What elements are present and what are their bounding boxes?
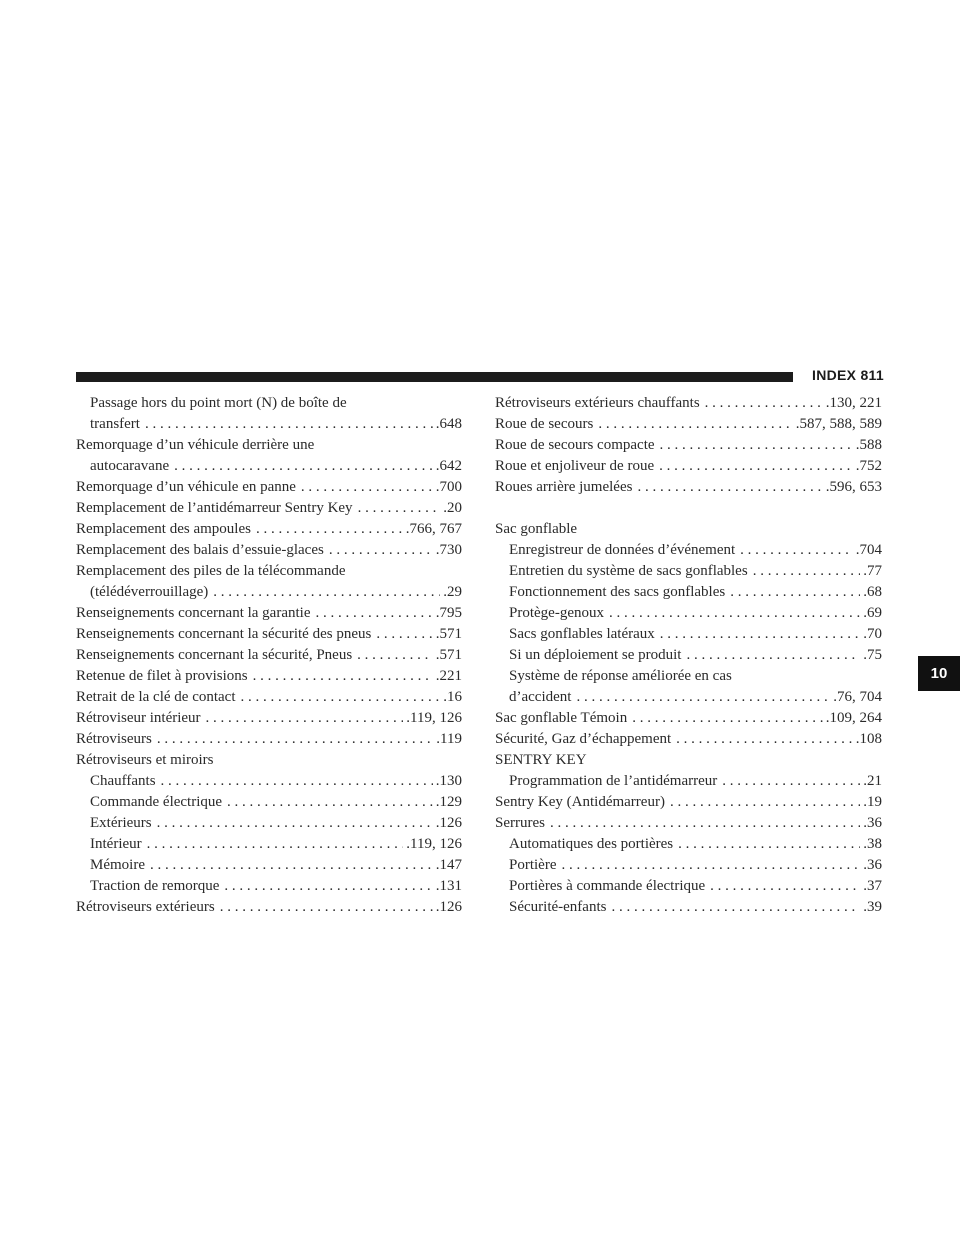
index-entry-label: Sentry Key (Antidémarreur): [495, 794, 665, 810]
dot-leader: [676, 729, 853, 750]
index-entry: [495, 750, 882, 771]
index-entry[interactable]: [495, 414, 882, 435]
index-entry[interactable]: [76, 519, 462, 540]
index-entry-page[interactable]: .130: [435, 773, 462, 789]
index-entry-page[interactable]: .20: [443, 500, 462, 516]
index-entry-page[interactable]: .147: [435, 857, 462, 873]
index-entry-label: Chauffants: [90, 773, 156, 789]
index-entry-page[interactable]: .108: [855, 731, 882, 747]
index-entry-page[interactable]: .76, 704: [833, 689, 882, 705]
index-entry[interactable]: [495, 897, 882, 918]
index-entry-page[interactable]: .129: [435, 794, 462, 810]
index-entry-label: Traction de remorque: [90, 878, 220, 894]
index-entry[interactable]: [495, 687, 882, 708]
index-entry-label: SENTRY KEY: [495, 752, 587, 768]
dot-leader: [686, 645, 860, 666]
dot-leader: [670, 792, 860, 813]
index-entry[interactable]: [495, 645, 882, 666]
index-entry-page[interactable]: .70: [863, 626, 882, 642]
index-entry-page[interactable]: .571: [435, 647, 462, 663]
dot-leader: [253, 666, 433, 687]
index-entry-label: Retrait de la clé de contact: [76, 689, 236, 705]
index-entry: [76, 750, 462, 771]
index-entry-page[interactable]: .126: [435, 815, 462, 831]
dot-leader: [145, 414, 433, 435]
index-entry-label: Remorquage d’un véhicule en panne: [76, 479, 296, 495]
index-entry[interactable]: [76, 582, 462, 603]
index-entry[interactable]: [495, 813, 882, 834]
index-entry-label: autocaravane: [90, 458, 170, 474]
index-entry-label: Retenue de filet à provisions: [76, 668, 248, 684]
index-entry-label: (télédéverrouillage): [90, 584, 209, 600]
index-entry[interactable]: [76, 729, 462, 750]
header-rule: [76, 372, 793, 382]
index-entry-page[interactable]: .766, 767: [405, 521, 462, 537]
index-entry-label: Serrures: [495, 815, 545, 831]
index-entry[interactable]: [76, 414, 462, 435]
index-entry-page[interactable]: .68: [863, 584, 882, 600]
index-entry-page[interactable]: .16: [443, 689, 462, 705]
index-entry-label: Enregistreur de données d’événement: [509, 542, 736, 558]
index-entry-label: Extérieurs: [90, 815, 152, 831]
index-entry[interactable]: [495, 603, 882, 624]
dot-leader: [224, 876, 432, 897]
index-entry[interactable]: [495, 456, 882, 477]
index-entry[interactable]: [76, 666, 462, 687]
index-entry: [495, 666, 882, 687]
index-entry-label: Roue de secours compacte: [495, 437, 655, 453]
index-entry[interactable]: [495, 624, 882, 645]
index-entry-label: Remplacement des balais d’essuie-glaces: [76, 542, 324, 558]
dot-leader: [576, 687, 830, 708]
index-entry-label: Sac gonflable: [495, 521, 578, 537]
dot-leader: [157, 813, 433, 834]
dot-leader: [157, 729, 433, 750]
dot-leader: [609, 603, 860, 624]
index-entry-page[interactable]: .588: [855, 437, 882, 453]
index-entry[interactable]: [495, 582, 882, 603]
dot-leader: [256, 519, 403, 540]
chapter-tab[interactable]: 10: [918, 656, 960, 691]
index-entry-label: Roue et enjoliveur de roue: [495, 458, 655, 474]
index-entry-label: Roues arrière jumelées: [495, 479, 633, 495]
index-entry-label: Portière: [509, 857, 557, 873]
index-column-left: [76, 393, 462, 918]
index-entry-page[interactable]: .587, 588, 589: [795, 416, 882, 432]
dot-leader: [174, 456, 433, 477]
dot-leader: [227, 792, 433, 813]
index-entry[interactable]: [76, 603, 462, 624]
index-entry-label: Sac gonflable Témoin: [495, 710, 628, 726]
index-entry-label: Remplacement des piles de la télécommande: [76, 563, 346, 579]
dot-leader: [659, 456, 853, 477]
index-entry-label: Roue de secours: [495, 416, 594, 432]
index-entry-label: Commande électrique: [90, 794, 223, 810]
dot-leader: [705, 393, 823, 414]
running-header: INDEX 811: [812, 367, 884, 383]
index-entry[interactable]: [76, 456, 462, 477]
index-entry-label: Renseignements concernant la sécurité des pneus: [76, 626, 372, 642]
index-entry[interactable]: [76, 708, 462, 729]
dot-leader: [301, 477, 433, 498]
dot-leader: [220, 897, 433, 918]
dot-leader: [561, 855, 860, 876]
index-entry[interactable]: [495, 855, 882, 876]
index-entry[interactable]: [495, 729, 882, 750]
index-entry[interactable]: [76, 540, 462, 561]
dot-leader: [637, 477, 822, 498]
dot-leader: [660, 624, 860, 645]
index-entry-label: Intérieur: [90, 836, 142, 852]
dot-leader: [376, 624, 432, 645]
index-entry-label: Mémoire: [90, 857, 145, 873]
index-entry-page[interactable]: .119, 126: [406, 710, 462, 726]
dot-leader: [161, 771, 433, 792]
index-entry[interactable]: [495, 393, 882, 414]
index-entry[interactable]: [76, 498, 462, 519]
dot-leader: [598, 414, 792, 435]
index-entry-label: Rétroviseur intérieur: [76, 710, 201, 726]
index-entry[interactable]: [76, 477, 462, 498]
index-entry[interactable]: [76, 834, 462, 855]
dot-leader: [722, 771, 860, 792]
dot-leader: [740, 540, 853, 561]
index-entry[interactable]: [495, 876, 882, 897]
index-entry[interactable]: [495, 561, 882, 582]
index-entry[interactable]: [76, 897, 462, 918]
index-column-right: [495, 393, 882, 918]
index-entry-label: Système de réponse améliorée en cas: [509, 668, 732, 684]
index-entry-page[interactable]: .21: [863, 773, 882, 789]
index-entry-page[interactable]: .752: [855, 458, 882, 474]
index-entry-label: Automatiques des portières: [509, 836, 674, 852]
index-entry-page[interactable]: .126: [435, 899, 462, 915]
dot-leader: [316, 603, 433, 624]
index-entry-page[interactable]: .69: [863, 605, 882, 621]
dot-leader: [357, 645, 433, 666]
index-entry-page[interactable]: .38: [863, 836, 882, 852]
index-entry[interactable]: [495, 708, 882, 729]
index-entry-label: Portières à commande électrique: [509, 878, 706, 894]
index-entry-label: d’accident: [509, 689, 572, 705]
index-entry-page[interactable]: .39: [863, 899, 882, 915]
dot-leader: [213, 582, 440, 603]
index-entry-label: Fonctionnement des sacs gonflables: [509, 584, 726, 600]
index-entry-label: Renseignements concernant la sécurité, Pneus: [76, 647, 353, 663]
index-entry[interactable]: [76, 855, 462, 876]
index-entry-page[interactable]: .131: [435, 878, 462, 894]
index-entry-page[interactable]: .119: [436, 731, 462, 747]
index-entry[interactable]: [76, 792, 462, 813]
index-entry[interactable]: [76, 645, 462, 666]
index-entry[interactable]: [76, 876, 462, 897]
index-entry[interactable]: [76, 813, 462, 834]
index-entry[interactable]: [495, 435, 882, 456]
index-entry-label: Passage hors du point mort (N) de boîte de: [90, 395, 347, 411]
index-entry: [76, 561, 462, 582]
dot-leader: [753, 561, 861, 582]
index-entry-label: Si un déploiement se produit: [509, 647, 682, 663]
index-entry-label: Rétroviseurs extérieurs chauffants: [495, 395, 700, 411]
index-entry-label: Rétroviseurs: [76, 731, 152, 747]
dot-leader: [329, 540, 433, 561]
index-entry-page[interactable]: .596, 653: [825, 479, 882, 495]
index-entry[interactable]: [76, 687, 462, 708]
index-entry: [495, 519, 882, 540]
dot-leader: [147, 834, 404, 855]
index-entry[interactable]: [495, 540, 882, 561]
index-entry-page[interactable]: .36: [863, 815, 882, 831]
dot-leader: [678, 834, 860, 855]
dot-leader: [611, 897, 860, 918]
index-entry[interactable]: [495, 771, 882, 792]
index-entry-label: Sécurité-enfants: [509, 899, 607, 915]
index-entry-page[interactable]: .221: [435, 668, 462, 684]
index-entry-label: Renseignements concernant la garantie: [76, 605, 311, 621]
dot-leader: [550, 813, 860, 834]
index-entry-page[interactable]: .730: [435, 542, 462, 558]
index-entry-label: Remplacement des ampoules: [76, 521, 251, 537]
index-entry-label: Rétroviseurs extérieurs: [76, 899, 215, 915]
index-entry-label: Rétroviseurs et miroirs: [76, 752, 214, 768]
index-entry-page[interactable]: .571: [435, 626, 462, 642]
dot-leader: [730, 582, 860, 603]
index-entry-label: Remplacement de l’antidémarreur Sentry Key: [76, 500, 353, 516]
dot-leader: [710, 876, 860, 897]
index-entry-page[interactable]: .795: [435, 605, 462, 621]
index-entry[interactable]: [76, 771, 462, 792]
index-entry-page[interactable]: .19: [863, 794, 882, 810]
index-entry-label: Sécurité, Gaz d’échappement: [495, 731, 672, 747]
index-entry-label: Entretien du système de sacs gonflables: [509, 563, 748, 579]
index-entry-page[interactable]: .109, 264: [825, 710, 882, 726]
index-entry-page[interactable]: .37: [863, 878, 882, 894]
dot-leader: [632, 708, 823, 729]
index-entry[interactable]: [76, 624, 462, 645]
index-entry: [76, 435, 462, 456]
dot-leader: [150, 855, 433, 876]
index-entry[interactable]: [495, 792, 882, 813]
index-entry-page[interactable]: .77: [863, 563, 882, 579]
index-entry-label: Programmation de l’antidémarreur: [509, 773, 718, 789]
index-entry-page[interactable]: .36: [863, 857, 882, 873]
dot-leader: [358, 498, 441, 519]
index-entry-label: Sacs gonflables latéraux: [509, 626, 655, 642]
index-entry-page[interactable]: .648: [435, 416, 462, 432]
index-entry-label: Remorquage d’un véhicule derrière une: [76, 437, 315, 453]
index-entry-page[interactable]: .29: [443, 584, 462, 600]
index-entry-label: Protège-genoux: [509, 605, 604, 621]
index-entry-label: transfert: [90, 416, 140, 432]
index-entry: [76, 393, 462, 414]
index-entry-page[interactable]: .704: [855, 542, 882, 558]
index-entry-page[interactable]: .700: [435, 479, 462, 495]
index-entry[interactable]: [495, 834, 882, 855]
dot-leader: [660, 435, 853, 456]
index-entry-page[interactable]: .642: [435, 458, 462, 474]
dot-leader: [241, 687, 441, 708]
index-entry-page[interactable]: .119, 126: [406, 836, 462, 852]
index-entry-page[interactable]: .130, 221: [825, 395, 882, 411]
spacer: [495, 498, 882, 519]
index-entry-page[interactable]: .75: [863, 647, 882, 663]
index-entry[interactable]: [495, 477, 882, 498]
dot-leader: [206, 708, 404, 729]
